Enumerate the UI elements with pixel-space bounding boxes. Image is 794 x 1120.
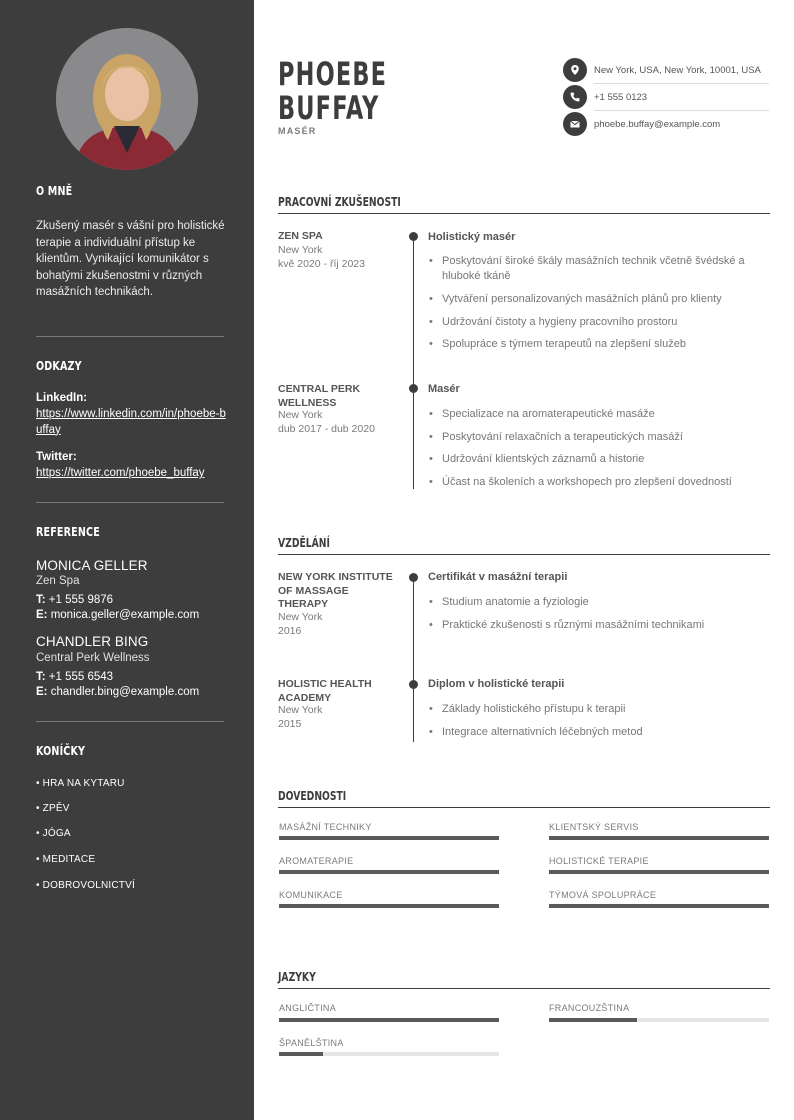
about-heading: O MNĚ	[36, 183, 73, 198]
contact-address: New York, USA, New York, 10001, USA	[594, 65, 761, 76]
portrait-image	[56, 28, 198, 170]
timeline-line	[413, 236, 414, 489]
language-bar	[279, 1018, 499, 1022]
experience-bullet: • Poskytování relaxačních a terapeutických masáží	[442, 430, 768, 445]
hobby-item: • JÓGA	[36, 828, 71, 839]
reference-name: MONICA GELLER	[36, 558, 148, 573]
linkedin-link[interactable]: https://www.linkedin.com/in/phoebe-buffay	[36, 408, 226, 436]
timeline-dot	[409, 232, 418, 241]
experience-location: New York	[278, 244, 323, 256]
job-title: MASÉR	[278, 126, 317, 136]
mail-icon	[563, 112, 587, 136]
links-heading: ODKAZY	[36, 358, 82, 373]
skill-label: KOMUNIKACE	[279, 890, 343, 900]
skill-bar-fill	[549, 836, 769, 840]
education-bullet: • Základy holistického přístupu k terapii	[442, 702, 768, 717]
skill-bar	[279, 870, 499, 874]
language-bar	[279, 1052, 499, 1056]
contact-divider	[594, 83, 769, 84]
reference-name: CHANDLER BING	[36, 634, 149, 649]
phone-icon	[563, 85, 587, 109]
hobby-item: • HRA NA KYTARU	[36, 778, 125, 789]
skill-bar	[549, 836, 769, 840]
education-bullet: • Praktické zkušenosti s různými masážními technikami	[442, 618, 768, 633]
skill-bar	[549, 870, 769, 874]
education-org: NEW YORK INSTITUTE OF MASSAGE THERAPY	[278, 571, 393, 610]
languages-heading: JAZYKY	[278, 969, 316, 984]
education-location: New York	[278, 611, 323, 623]
contact-divider	[594, 110, 769, 111]
education-degree: Diplom v holistické terapii	[428, 678, 565, 690]
experience-bullet: • Vytváření personalizovaných masážních plánů pro klienty	[442, 292, 768, 307]
skill-bar-fill	[279, 904, 499, 908]
twitter-label: Twitter:	[36, 451, 77, 463]
education-location: New York	[278, 704, 323, 716]
skill-label: AROMATERAPIE	[279, 856, 354, 866]
timeline-line	[413, 577, 414, 742]
experience-dates: kvě 2020 - říj 2023	[278, 258, 365, 270]
last-name: BUFFAY	[278, 89, 380, 127]
skill-bar-fill	[549, 904, 769, 908]
linkedin-label: LinkedIn:	[36, 392, 88, 404]
hobbies-heading: KONÍČKY	[36, 743, 86, 758]
section-rule	[278, 554, 770, 555]
experience-org: CENTRAL PERK WELLNESS	[278, 383, 361, 409]
language-bar	[549, 1018, 769, 1022]
skill-label: MASÁŽNÍ TECHNIKY	[279, 822, 372, 832]
experience-bullet: • Specializace na aromaterapeutické masáže	[442, 407, 768, 422]
education-year: 2015	[278, 718, 302, 730]
hobby-item: • DOBROVOLNICTVÍ	[36, 880, 135, 891]
references-heading: REFERENCE	[36, 524, 100, 539]
language-label: ŠPANĚLŠTINA	[279, 1038, 344, 1048]
sidebar-divider	[36, 721, 224, 722]
twitter-link[interactable]: https://twitter.com/phoebe_buffay	[36, 467, 205, 479]
skills-heading: DOVEDNOSTI	[278, 788, 347, 803]
experience-location: New York	[278, 409, 323, 421]
experience-bullet: • Účast na školeních a workshopech pro zlepšení dovedností	[442, 475, 768, 490]
language-bar-fill	[279, 1052, 323, 1056]
experience-role: Masér	[428, 383, 460, 395]
experience-bullet: • Poskytování široké škály masážních technik včetně švédské a hluboké tkáně	[442, 254, 768, 283]
sidebar-divider	[36, 502, 224, 503]
skill-bar-fill	[279, 870, 499, 874]
timeline-dot	[409, 573, 418, 582]
reference-company: Zen Spa	[36, 575, 80, 587]
language-label: FRANCOUZŠTINA	[549, 1003, 630, 1013]
timeline-dot	[409, 680, 418, 689]
reference-phone: T: +1 555 9876	[36, 594, 114, 606]
section-rule	[278, 807, 770, 808]
education-bullet: • Integrace alternativních léčebných metod	[442, 725, 768, 740]
section-rule	[278, 213, 770, 214]
language-bar-fill	[549, 1018, 637, 1022]
reference-email: E: chandler.bing@example.com	[36, 686, 200, 698]
contact-email: phoebe.buffay@example.com	[594, 119, 721, 130]
reference-phone: T: +1 555 6543	[36, 671, 114, 683]
education-heading: VZDĚLÁNÍ	[278, 535, 330, 550]
sidebar-divider	[36, 336, 224, 337]
about-text: Zkušený masér s vášní pro holistické terapie a individuální přístup ke klientům. Vynikající komunikátor s bohatými zkušenostmi v různých masážních technikách.	[36, 220, 225, 298]
first-name: PHOEBE	[278, 55, 388, 93]
skill-bar-fill	[549, 870, 769, 874]
timeline-dot	[409, 384, 418, 393]
location-pin-icon	[563, 58, 587, 82]
experience-dates: dub 2017 - dub 2020	[278, 423, 375, 435]
experience-heading: PRACOVNÍ ZKUŠENOSTI	[278, 194, 401, 209]
skill-bar-fill	[279, 836, 499, 840]
profile-photo	[56, 28, 198, 170]
skill-label: TÝMOVÁ SPOLUPRÁCE	[549, 890, 657, 900]
education-year: 2016	[278, 625, 302, 637]
skill-bar	[279, 904, 499, 908]
experience-role: Holistický masér	[428, 231, 516, 243]
education-degree: Certifikát v masážní terapii	[428, 571, 568, 583]
skill-bar	[549, 904, 769, 908]
section-rule	[278, 988, 770, 989]
experience-org: ZEN SPA	[278, 230, 323, 242]
skill-label: KLIENTSKÝ SERVIS	[549, 822, 639, 832]
language-bar-fill	[279, 1018, 499, 1022]
education-org: HOLISTIC HEALTH ACADEMY	[278, 678, 372, 704]
education-bullet: • Studium anatomie a fyziologie	[442, 595, 768, 610]
skill-bar	[279, 836, 499, 840]
skill-label: HOLISTICKÉ TERAPIE	[549, 856, 649, 866]
hobby-item: • MEDITACE	[36, 854, 96, 865]
hobby-item: • ZPĚV	[36, 803, 70, 814]
experience-bullet: • Udržování klientských záznamů a historie	[442, 452, 768, 467]
language-label: ANGLIČTINA	[279, 1003, 337, 1013]
experience-bullet: • Spolupráce s týmem terapeutů na zlepšení služeb	[442, 337, 768, 352]
reference-company: Central Perk Wellness	[36, 652, 150, 664]
experience-bullet: • Udržování čistoty a hygieny pracovního prostoru	[442, 315, 768, 330]
reference-email: E: monica.geller@example.com	[36, 609, 200, 621]
sidebar	[0, 0, 254, 1120]
contact-phone: +1 555 0123	[594, 92, 648, 103]
